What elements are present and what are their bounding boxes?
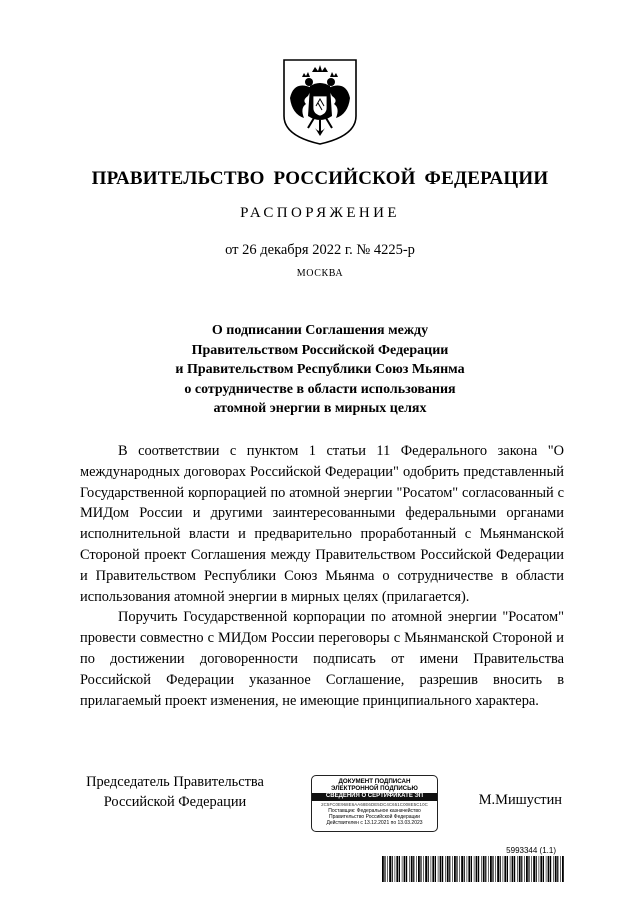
barcode-bar (431, 856, 432, 882)
barcode-bar (500, 856, 501, 882)
barcode-bar (481, 856, 482, 882)
barcode-bar (471, 856, 472, 882)
barcode-bar (485, 856, 486, 882)
coat-of-arms-icon (282, 58, 358, 146)
barcode-bar (503, 856, 504, 882)
body-paragraph: Поручить Государственной корпорации по атомной энергии "Росатом" провести совместно с МИДом России переговоры с Мьянманской Стороной и по достижении договоренности подписать от имени Правительства Российской Федерации указанное Соглашение, разрешив вносить в прилагаемый проект изменения, не имеющие принципиального характера. (80, 609, 564, 709)
barcode-bar (411, 856, 413, 882)
barcode-bar (384, 856, 385, 882)
barcode-bar (404, 856, 406, 882)
government-title: ПРАВИТЕЛЬСТВО РОССИЙСКОЙ ФЕДЕРАЦИИ (91, 168, 549, 189)
barcode-bar (490, 856, 492, 882)
barcode-bar (483, 856, 485, 882)
barcode-bar (539, 856, 540, 882)
barcode-bar (456, 856, 457, 882)
barcode-bar (418, 856, 420, 882)
barcode-bar (526, 856, 528, 882)
subject-line: О подписании Соглашения между (211, 323, 429, 338)
signer-position-line: Председатель Правительства (86, 774, 264, 790)
document-body (80, 441, 564, 711)
barcode-bar (392, 856, 393, 882)
barcode-bar (428, 856, 429, 882)
barcode-bar (382, 856, 384, 882)
subject-line: Правительством Российской Федерации (191, 342, 449, 358)
barcode-bar (467, 856, 468, 882)
barcode-bar (560, 856, 561, 882)
barcode-bar (476, 856, 478, 882)
barcode-bar (519, 856, 521, 882)
barcode-bar (396, 856, 398, 882)
barcode-bar (423, 856, 424, 882)
signer-position (80, 772, 270, 812)
stamp-header: ДОКУМЕНТ ПОДПИСАН (338, 778, 411, 785)
barcode-bar (406, 856, 407, 882)
document-type: РАСПОРЯЖЕНИЕ (240, 205, 400, 221)
barcode-bar (550, 856, 551, 882)
electronic-signature-stamp (311, 775, 438, 832)
barcode-bar (438, 856, 439, 882)
barcode-bar (555, 856, 557, 882)
barcode-bar (413, 856, 414, 882)
barcode-bar (474, 856, 475, 882)
document-subject (120, 321, 520, 419)
stamp-header: ЭЛЕКТРОННОЙ ПОДПИСЬЮ (331, 785, 418, 792)
barcode-bar (504, 856, 506, 882)
subject-line: атомной энергии в мирных целях (213, 401, 427, 416)
barcode-bar (548, 856, 550, 882)
barcode-bar (432, 856, 434, 882)
barcode-bar (562, 856, 564, 882)
barcode-bar (402, 856, 403, 882)
barcode-bar (416, 856, 417, 882)
barcode-bar (492, 856, 493, 882)
barcode-bar (512, 856, 514, 882)
signer-position-line: Российской Федерации (103, 794, 247, 810)
barcode-bar (507, 856, 508, 882)
barcode-bar (488, 856, 489, 882)
barcode-bar (395, 856, 396, 882)
stamp-owner: Правительство Российской Федерации (329, 813, 420, 820)
document-city: МОСКВА (296, 268, 344, 279)
barcode-bar (557, 856, 558, 882)
body-paragraph: В соответствии с пунктом 1 статьи 11 Федерального закона "О международных договорах Российской Федерации" одобрить представленный Государственной корпорацией по атомной энергии "Росатом" согласованный с МИДом России и другими заинтересованными федеральными органами исполнительной власти и предварительно проработанный с Мьянманской Стороной проект Соглашения между Правительством Российской Федерации и Правительством Республики Союз Мьянма о сотрудничестве в области использования атомной энергии в мирных целях (прилагается). (80, 443, 564, 605)
barcode-bar (409, 856, 410, 882)
subject-line: о сотрудничестве в области использования (184, 381, 456, 397)
barcode-bar (425, 856, 427, 882)
barcode-bar (495, 856, 496, 882)
barcode-bar (447, 856, 449, 882)
barcode-bar (459, 856, 460, 882)
barcode-bar (528, 856, 529, 882)
barcode-bar (497, 856, 499, 882)
barcode-bar (543, 856, 544, 882)
barcode-bar (454, 856, 456, 882)
stamp-certificate-bar: СВЕДЕНИЯ О СЕРТИФИКАТЕ ЭП (312, 793, 437, 801)
barcode-bar (387, 856, 388, 882)
barcode-icon (382, 856, 564, 882)
stamp-serial: 2C5FC0E968E6AA68E6DE5DC4C651C008E5C10C (321, 801, 428, 807)
barcode-bar (533, 856, 535, 882)
barcode-bar (435, 856, 436, 882)
barcode-bar (440, 856, 442, 882)
subject-line: и Правительством Республики Союз Мьянма (175, 362, 465, 377)
barcode-bar (536, 856, 537, 882)
barcode-bar (442, 856, 443, 882)
signer-name: М.Мишустин (478, 792, 562, 808)
barcode-bar (464, 856, 465, 882)
barcode-bar (420, 856, 421, 882)
barcode-bar (510, 856, 511, 882)
document-date-number: от 26 декабря 2022 г. № 4225-р (225, 242, 415, 258)
stamp-issuer: Поставщик: Федеральное казначейство (328, 807, 421, 814)
barcode-bar (514, 856, 515, 882)
barcode-bar (478, 856, 479, 882)
barcode-bar (524, 856, 525, 882)
barcode-bar (449, 856, 450, 882)
barcode-bar (540, 856, 542, 882)
barcode-bar (468, 856, 470, 882)
barcode-bar (553, 856, 554, 882)
barcode-bar (445, 856, 446, 882)
stamp-validity: Действителен с 13.12.2021 по 13.03.2023 (326, 820, 423, 827)
registration-number: 5993344 (1.1) (506, 846, 556, 855)
barcode-bar (399, 856, 400, 882)
barcode-bar (517, 856, 518, 882)
barcode-bar (531, 856, 532, 882)
barcode-bar (521, 856, 522, 882)
barcode-bar (546, 856, 547, 882)
barcode-bar (389, 856, 391, 882)
barcode-bar (461, 856, 463, 882)
barcode-bar (452, 856, 453, 882)
